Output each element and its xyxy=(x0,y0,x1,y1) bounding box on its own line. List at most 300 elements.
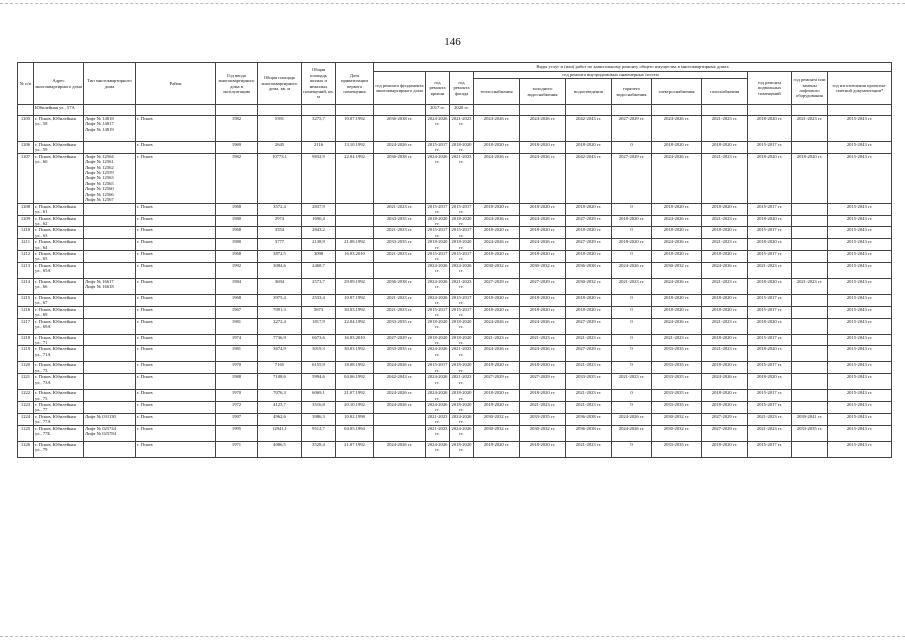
row-docs: 2015-2043 гг. xyxy=(828,278,892,294)
row-elevator: 2018-2020 гг. xyxy=(792,153,828,203)
row-privatization: 10.07.1992 xyxy=(336,116,374,142)
row-lifts xyxy=(84,425,136,441)
row-roof: 2024-2026 гг. xyxy=(426,441,450,457)
row-facade: 2021-2023 гг. xyxy=(450,153,474,203)
row-cold-water: 2030-2032 гг. xyxy=(520,425,566,441)
row-num: 1205 xyxy=(18,116,34,142)
row-cold-water: 2018-2020 гг. xyxy=(520,390,566,402)
row-heat: 2018-2020 гг. xyxy=(474,441,520,457)
row-privatization: 20.10.1992 xyxy=(336,401,374,413)
header-total-area: Общая площадь многоквартирного дома, кв. м xyxy=(258,63,302,105)
row-gas: 2021-2023 гг. xyxy=(702,278,748,294)
row-cold-water: 2027-2029 гг. xyxy=(520,374,566,390)
row-roof: 2024-2026 гг. xyxy=(426,401,450,413)
row-hot-water: 0 xyxy=(612,390,652,402)
row-roof: 2015-2017 гг. xyxy=(426,227,450,239)
header-district: Район xyxy=(136,63,216,105)
row-district: г. Псков xyxy=(136,425,216,441)
row-total-area: 7076,3 xyxy=(258,390,302,402)
row-electric: 2024-2026 гг. xyxy=(652,318,702,334)
row-cold-water: 2030-2032 гг. xyxy=(520,262,566,278)
row-drain: 2036-2038 гг. xyxy=(566,413,612,425)
row-heat: 2027-2029 гг. xyxy=(474,278,520,294)
row-foundation: 2021-2023 гг. xyxy=(374,306,426,318)
row-drain: 2021-2023 гг. xyxy=(566,390,612,402)
row-basements: 2018-2020 гг. xyxy=(748,215,792,227)
row-hot-water: 2021-2023 гг. xyxy=(612,374,652,390)
row-gas: 2018-2020 гг. xyxy=(702,142,748,154)
row-drain: 2027-2029 гг. xyxy=(566,318,612,334)
row-electric: 2018-2020 гг. xyxy=(652,203,702,215)
table-row xyxy=(18,203,892,215)
row-roof: 2024-2026 гг. xyxy=(426,278,450,294)
row-living-area: 1690,4 xyxy=(302,215,336,227)
row-privatization: 16.03.2010 xyxy=(336,334,374,346)
row-facade: 2021-2023 гг. xyxy=(450,374,474,390)
row-foundation: 2024-2026 гг. xyxy=(374,142,426,154)
row-lifts xyxy=(84,203,136,215)
row-lifts xyxy=(84,346,136,362)
row-privatization: 16.03.2010 xyxy=(336,251,374,263)
row-foundation: 2033-2035 гг. xyxy=(374,215,426,227)
row-year: 1971 xyxy=(216,441,258,457)
row-roof: 2015-2017 гг. xyxy=(426,306,450,318)
row-privatization: 30.03.1992 xyxy=(336,306,374,318)
row-gas: 2021-2023 гг. xyxy=(702,116,748,142)
row-electric: 2018-2020 гг. xyxy=(652,294,702,306)
row-facade: 2018-2020 гг. xyxy=(450,334,474,346)
row-year: 1968 xyxy=(216,294,258,306)
table-row xyxy=(18,346,892,362)
row-elevator xyxy=(792,390,828,402)
row-foundation xyxy=(374,413,426,425)
row-privatization: 18.08.1992 xyxy=(336,362,374,374)
row-lifts xyxy=(84,262,136,278)
lift-id: Лифт № 12564 xyxy=(85,153,114,159)
row-hot-water: 0 xyxy=(612,334,652,346)
row-district: г. Псков xyxy=(136,318,216,334)
header-cold-water: холодного водоснабжения xyxy=(520,79,566,105)
row-roof: 2015-2017 гг. xyxy=(426,142,450,154)
row-drain: 2042-2043 гг. xyxy=(566,116,612,142)
row-facade: 2021-2023 гг. xyxy=(450,116,474,142)
row-roof: 2018-2020 гг. xyxy=(426,215,450,227)
row-hot-water: 0 xyxy=(612,318,652,334)
row-privatization: 10.02.1998 xyxy=(336,413,374,425)
table-row xyxy=(18,318,892,334)
row-living-area: 6155,9 xyxy=(302,362,336,374)
row-living-area: 6069,1 xyxy=(302,390,336,402)
row-foundation xyxy=(374,105,426,116)
header-gas: газоснабжения xyxy=(702,79,748,105)
row-roof: 2024-2026 гг. xyxy=(426,390,450,402)
row-roof: 2024-2026 гг. xyxy=(426,294,450,306)
row-year: 1967 xyxy=(216,306,258,318)
table-row xyxy=(18,227,892,239)
row-hot-water: 0 xyxy=(612,306,652,318)
row-address: г. Псков, Юбилейная ул., 66 xyxy=(34,278,84,294)
row-gas: 2018-2020 гг. xyxy=(702,334,748,346)
row-year: 1974 xyxy=(216,334,258,346)
row-gas: 2021-2023 гг. xyxy=(702,318,748,334)
row-lifts xyxy=(84,318,136,334)
row-total-area: 4962,6 xyxy=(258,413,302,425)
table-row xyxy=(18,362,892,374)
table-row xyxy=(18,153,892,203)
row-roof: 2015-2017 гг. xyxy=(426,362,450,374)
row-address: г. Псков, Юбилейная ул., 69А xyxy=(34,318,84,334)
row-address: г. Псков, Юбилейная ул., 58 xyxy=(34,116,84,142)
row-roof: 2024-2026 гг. xyxy=(426,262,450,278)
row-elevator: 2021-2023 гг. xyxy=(792,278,828,294)
row-foundation: 2036-2038 гг. xyxy=(374,153,426,203)
row-lifts xyxy=(84,306,136,318)
row-electric: 2018-2020 гг. xyxy=(652,227,702,239)
row-electric: 2024-2026 гг. xyxy=(652,116,702,142)
row-district: г. Псков xyxy=(136,306,216,318)
row-basements: 2018-2020 гг. xyxy=(748,116,792,142)
row-cold-water: 2024-2026 гг. xyxy=(520,215,566,227)
row-address: г. Псков, Юбилейная ул., 79 xyxy=(34,441,84,457)
table-row xyxy=(18,294,892,306)
row-lifts xyxy=(84,239,136,251)
row-basements: 2018-2020 гг. xyxy=(748,239,792,251)
row-elevator xyxy=(792,239,828,251)
row-address: г. Псков, Юбилейная ул., 71А xyxy=(34,346,84,362)
row-foundation: 2042-2043 гг. xyxy=(374,374,426,390)
row-drain: 2021-2023 гг. xyxy=(566,441,612,457)
row-drain: 2036-2038 гг. xyxy=(566,262,612,278)
row-hot-water: 0 xyxy=(612,441,652,457)
row-drain: 2018-2020 гг. xyxy=(566,203,612,215)
row-elevator xyxy=(792,401,828,413)
row-electric: 2024-2026 гг. xyxy=(652,239,702,251)
page-top-edge xyxy=(0,3,905,4)
row-cold-water: 2027-2029 гг. xyxy=(520,278,566,294)
row-foundation: 2021-2023 гг. xyxy=(374,203,426,215)
row-cold-water: 2018-2020 гг. xyxy=(520,142,566,154)
row-district: г. Псков xyxy=(136,153,216,203)
row-lifts xyxy=(84,294,136,306)
row-cold-water: 2024-2026 гг. xyxy=(520,239,566,251)
row-num: 1220 xyxy=(18,362,34,374)
row-privatization: 21.08.1992 xyxy=(336,239,374,251)
row-drain: 2021-2023 гг. xyxy=(566,362,612,374)
row-docs: 2015-2043 гг. xyxy=(828,262,892,278)
row-privatization: 04.06.1992 xyxy=(336,374,374,390)
row-electric: 2030-2032 гг. xyxy=(652,262,702,278)
row-electric: 2033-2035 гг. xyxy=(652,401,702,413)
row-gas: 2018-2020 гг. xyxy=(702,227,748,239)
lift-id: Лифт № 031130 xyxy=(85,413,116,419)
row-num: 1208 xyxy=(18,203,34,215)
row-cold-water: 2021-2023 гг. xyxy=(520,334,566,346)
header-address: Адрес многоквартирного дома xyxy=(34,63,84,105)
row-year: 1981 xyxy=(216,346,258,362)
row-elevator xyxy=(792,441,828,457)
table-row xyxy=(18,278,892,294)
row-year: 1988 xyxy=(216,374,258,390)
header-hot-water: горячего водоснабжения xyxy=(612,79,652,105)
row-roof: 2017 гг. xyxy=(426,105,450,116)
lift-id: Лифт № 14818 xyxy=(85,116,114,121)
row-electric: 2033-2035 гг. xyxy=(652,362,702,374)
row-hot-water: 2021-2023 гг. xyxy=(612,278,652,294)
row-gas: 2024-2026 гг. xyxy=(702,262,748,278)
row-num: 1209 xyxy=(18,215,34,227)
row-district: г. Псков xyxy=(136,390,216,402)
row-roof: 2024-2026 гг. xyxy=(426,374,450,390)
row-facade: 2018-2020 гг. xyxy=(450,215,474,227)
row-basements: 2015-2017 гг. xyxy=(748,441,792,457)
row-privatization: 21.07.1992 xyxy=(336,390,374,402)
row-docs: 2015-2043 гг. xyxy=(828,142,892,154)
row-district: г. Псков xyxy=(136,401,216,413)
row-num: 1216 xyxy=(18,306,34,318)
row-docs: 2015-2043 гг. xyxy=(828,441,892,457)
row-docs: 2015-2043 гг. xyxy=(828,425,892,441)
row-cold-water: 2018-2020 гг. xyxy=(520,203,566,215)
row-elevator xyxy=(792,262,828,278)
row-num: 1219 xyxy=(18,346,34,362)
page-bottom-edge xyxy=(0,636,905,637)
row-electric: 2024-2026 гг. xyxy=(652,153,702,203)
header-roof: год ремонта крыши xyxy=(426,72,450,105)
row-basements: 2015-2017 гг. xyxy=(748,362,792,374)
row-heat: 2021-2023 гг. xyxy=(474,334,520,346)
table-row xyxy=(18,334,892,346)
row-facade: 2018-2020 гг. xyxy=(450,401,474,413)
table-row xyxy=(18,142,892,154)
row-docs: 2015-2043 гг. xyxy=(828,374,892,390)
repair-schedule-table xyxy=(17,62,892,458)
row-address: г. Псков, Юбилейная ул., 77Б xyxy=(34,425,84,441)
row-foundation: 2021-2023 гг. xyxy=(374,227,426,239)
row-year: 1970 xyxy=(216,390,258,402)
row-lifts xyxy=(84,390,136,402)
table-row xyxy=(18,215,892,227)
row-living-area: 3019,3 xyxy=(302,346,336,362)
row-elevator: 2039-2041 гг. xyxy=(792,413,828,425)
row-foundation: 2036-2038 гг. xyxy=(374,116,426,142)
table-row xyxy=(18,441,892,457)
row-foundation xyxy=(374,262,426,278)
row-year: 1970 xyxy=(216,362,258,374)
row-foundation: 2024-2026 гг. xyxy=(374,362,426,374)
row-hot-water: 0 xyxy=(612,227,652,239)
row-elevator xyxy=(792,227,828,239)
row-district: г. Псков xyxy=(136,441,216,457)
row-drain xyxy=(566,105,612,116)
row-cold-water: 2018-2020 гг. xyxy=(520,227,566,239)
row-lifts xyxy=(84,362,136,374)
row-docs: 2015-2043 гг. xyxy=(828,346,892,362)
row-num: 1214 xyxy=(18,278,34,294)
row-facade: 2021-2023 гг. xyxy=(450,278,474,294)
row-address: г. Псков, Юбилейная ул., 73А xyxy=(34,374,84,390)
row-heat: 2024-2026 гг. xyxy=(474,318,520,334)
row-facade: 2018-2020 гг. xyxy=(450,390,474,402)
row-living-area: 2468,7 xyxy=(302,262,336,278)
row-foundation: 2024-2026 гг. xyxy=(374,441,426,457)
row-district: г. Псков xyxy=(136,278,216,294)
row-total-area: 3554 xyxy=(258,227,302,239)
row-electric: 2033-2035 гг. xyxy=(652,374,702,390)
row-docs: 2015-2043 гг. xyxy=(828,318,892,334)
row-num: 1212 xyxy=(18,251,34,263)
row-roof: 2024-2026 гг. xyxy=(426,116,450,142)
row-drain: 2042-2043 гг. xyxy=(566,153,612,203)
row-address: г. Псков, Юбилейная ул., 65А xyxy=(34,262,84,278)
lift-id: Лифт № 025744 xyxy=(85,425,117,431)
row-foundation: 2021-2023 гг. xyxy=(374,251,426,263)
row-facade: 2015-2017 гг. xyxy=(450,227,474,239)
row-year: 1972 xyxy=(216,401,258,413)
row-hot-water: 0 xyxy=(612,362,652,374)
row-drain: 2021-2023 гг. xyxy=(566,401,612,413)
row-basements: 2015-2017 гг. xyxy=(748,390,792,402)
row-facade: 2018-2020 гг. xyxy=(450,142,474,154)
row-electric: 2033-2035 гг. xyxy=(652,346,702,362)
row-foundation: 2036-2038 гг. xyxy=(374,278,426,294)
row-elevator xyxy=(792,142,828,154)
row-hot-water: 0 xyxy=(612,142,652,154)
lift-id: Лифт № 12563 xyxy=(85,175,114,181)
row-cold-water: 2018-2020 гг. xyxy=(520,441,566,457)
row-facade: 2024-2026 гг. xyxy=(450,413,474,425)
row-living-area: 9832,9 xyxy=(302,153,336,203)
row-facade: 2021-2023 гг. xyxy=(450,346,474,362)
lift-id: Лифт № 12565 xyxy=(85,180,114,186)
header-basements: год ремонта подвальных помещений xyxy=(748,72,792,105)
row-lifts xyxy=(84,142,136,154)
row-elevator xyxy=(792,334,828,346)
header-type: Тип многоквартирного дома xyxy=(84,63,136,105)
row-district: г. Псков xyxy=(136,374,216,390)
row-docs: 2015-2043 гг. xyxy=(828,306,892,318)
row-heat: 2018-2020 гг. xyxy=(474,401,520,413)
row-basements: 2015-2017 гг. xyxy=(748,203,792,215)
row-address: г. Псков, Юбилейная ул., 77 xyxy=(34,401,84,413)
row-gas xyxy=(702,105,748,116)
row-living-area: 6673,6 xyxy=(302,334,336,346)
row-elevator xyxy=(792,346,828,362)
row-cold-water xyxy=(520,105,566,116)
row-heat: 2024-2026 гг. xyxy=(474,153,520,203)
row-drain: 2033-2035 гг. xyxy=(566,374,612,390)
row-hot-water: 2027-2029 гг. xyxy=(612,116,652,142)
row-electric: 2018-2020 гг. xyxy=(652,306,702,318)
row-elevator xyxy=(792,251,828,263)
header-living-area: Общая площадь жилых и нежилых помещений, кв. м xyxy=(302,63,336,105)
lift-id: Лифт № 16618 xyxy=(85,284,114,290)
row-privatization: 22.04.1992 xyxy=(336,153,374,203)
row-basements: 2015-2017 гг. xyxy=(748,294,792,306)
row-hot-water: 0 xyxy=(612,346,652,362)
row-year: 1984 xyxy=(216,278,258,294)
row-roof: 2024-2026 гг. xyxy=(426,346,450,362)
row-facade: 2015-2017 гг. xyxy=(450,306,474,318)
row-address: г. Псков, Юбилейная ул., 71 xyxy=(34,334,84,346)
row-total-area: 5391 xyxy=(258,116,302,142)
row-foundation xyxy=(374,425,426,441)
row-living-area: 2573,7 xyxy=(302,278,336,294)
header-drain: водоотведения xyxy=(566,79,612,105)
row-docs: 2015-2043 гг. xyxy=(828,239,892,251)
row-foundation: 2027-2029 гг. xyxy=(374,334,426,346)
row-electric: 2030-2032 гг. xyxy=(652,413,702,425)
row-cold-water: 2024-2026 гг. xyxy=(520,346,566,362)
row-heat: 2024-2026 гг. xyxy=(474,116,520,142)
row-address: г. Псков, Юбилейная ул., 65 xyxy=(34,251,84,263)
row-privatization: 04.05.1994 xyxy=(336,425,374,441)
row-district: г. Псков xyxy=(136,334,216,346)
row-foundation: 2033-2035 гг. xyxy=(374,239,426,251)
row-lifts xyxy=(84,278,136,294)
row-facade: 2018-2020 гг. xyxy=(450,362,474,374)
row-lifts xyxy=(84,227,136,239)
row-hot-water: 2024-2026 гг. xyxy=(612,413,652,425)
table-row xyxy=(18,390,892,402)
row-drain: 2018-2020 гг. xyxy=(566,251,612,263)
row-year: 1981 xyxy=(216,318,258,334)
row-total-area: 2645 xyxy=(258,142,302,154)
row-district: г. Псков xyxy=(136,116,216,142)
row-basements: 2015-2017 гг. xyxy=(748,227,792,239)
header-num: № п/п xyxy=(18,63,34,105)
row-address: г. Псков, Юбилейная ул., 62 xyxy=(34,215,84,227)
row-privatization xyxy=(336,203,374,215)
row-living-area: 3275,7 xyxy=(302,116,336,142)
table-row xyxy=(18,116,892,142)
row-address: г. Псков, Юбилейная ул., 59 xyxy=(34,142,84,154)
row-total-area: 7108,6 xyxy=(258,374,302,390)
row-facade: 2015-2017 гг. xyxy=(450,251,474,263)
row-facade: 2015-2017 гг. xyxy=(450,203,474,215)
row-heat: 2018-2020 гг. xyxy=(474,294,520,306)
row-total-area: 3674,9 xyxy=(258,346,302,362)
row-num xyxy=(18,105,34,116)
row-living-area: 5994,6 xyxy=(302,374,336,390)
row-year: 1968 xyxy=(216,227,258,239)
row-foundation: 2024-2026 гг. xyxy=(374,401,426,413)
row-privatization xyxy=(336,105,374,116)
row-heat: 2027-2029 гг. xyxy=(474,374,520,390)
row-lifts xyxy=(84,215,136,227)
row-total-area: 7165 xyxy=(258,362,302,374)
row-privatization: 10.07.1992 xyxy=(336,294,374,306)
row-num: 1221 xyxy=(18,374,34,390)
row-lifts xyxy=(84,116,136,142)
row-heat xyxy=(474,105,520,116)
row-basements: 2021-2023 гг. xyxy=(748,413,792,425)
row-num: 1223 xyxy=(18,401,34,413)
row-privatization: 30.03.1992 xyxy=(336,346,374,362)
row-docs: 2015-2043 гг. xyxy=(828,362,892,374)
row-roof: 2015-2017 гг. xyxy=(426,203,450,215)
row-drain: 2030-2032 гг. xyxy=(566,278,612,294)
row-hot-water xyxy=(612,105,652,116)
row-basements: 2015-2017 гг. xyxy=(748,306,792,318)
row-facade: 2018-2020 гг. xyxy=(450,318,474,334)
row-drain: 2018-2020 гг. xyxy=(566,142,612,154)
header-docs: год изготовления проектно-сметной документации* xyxy=(828,72,892,105)
row-cold-water: 2018-2020 гг. xyxy=(520,251,566,263)
row-hot-water: 0 xyxy=(612,401,652,413)
row-district: г. Псков xyxy=(136,142,216,154)
row-num: 1207 xyxy=(18,153,34,203)
header-year: Год ввода многоквартирного дома в эксплуатацию xyxy=(216,63,258,105)
